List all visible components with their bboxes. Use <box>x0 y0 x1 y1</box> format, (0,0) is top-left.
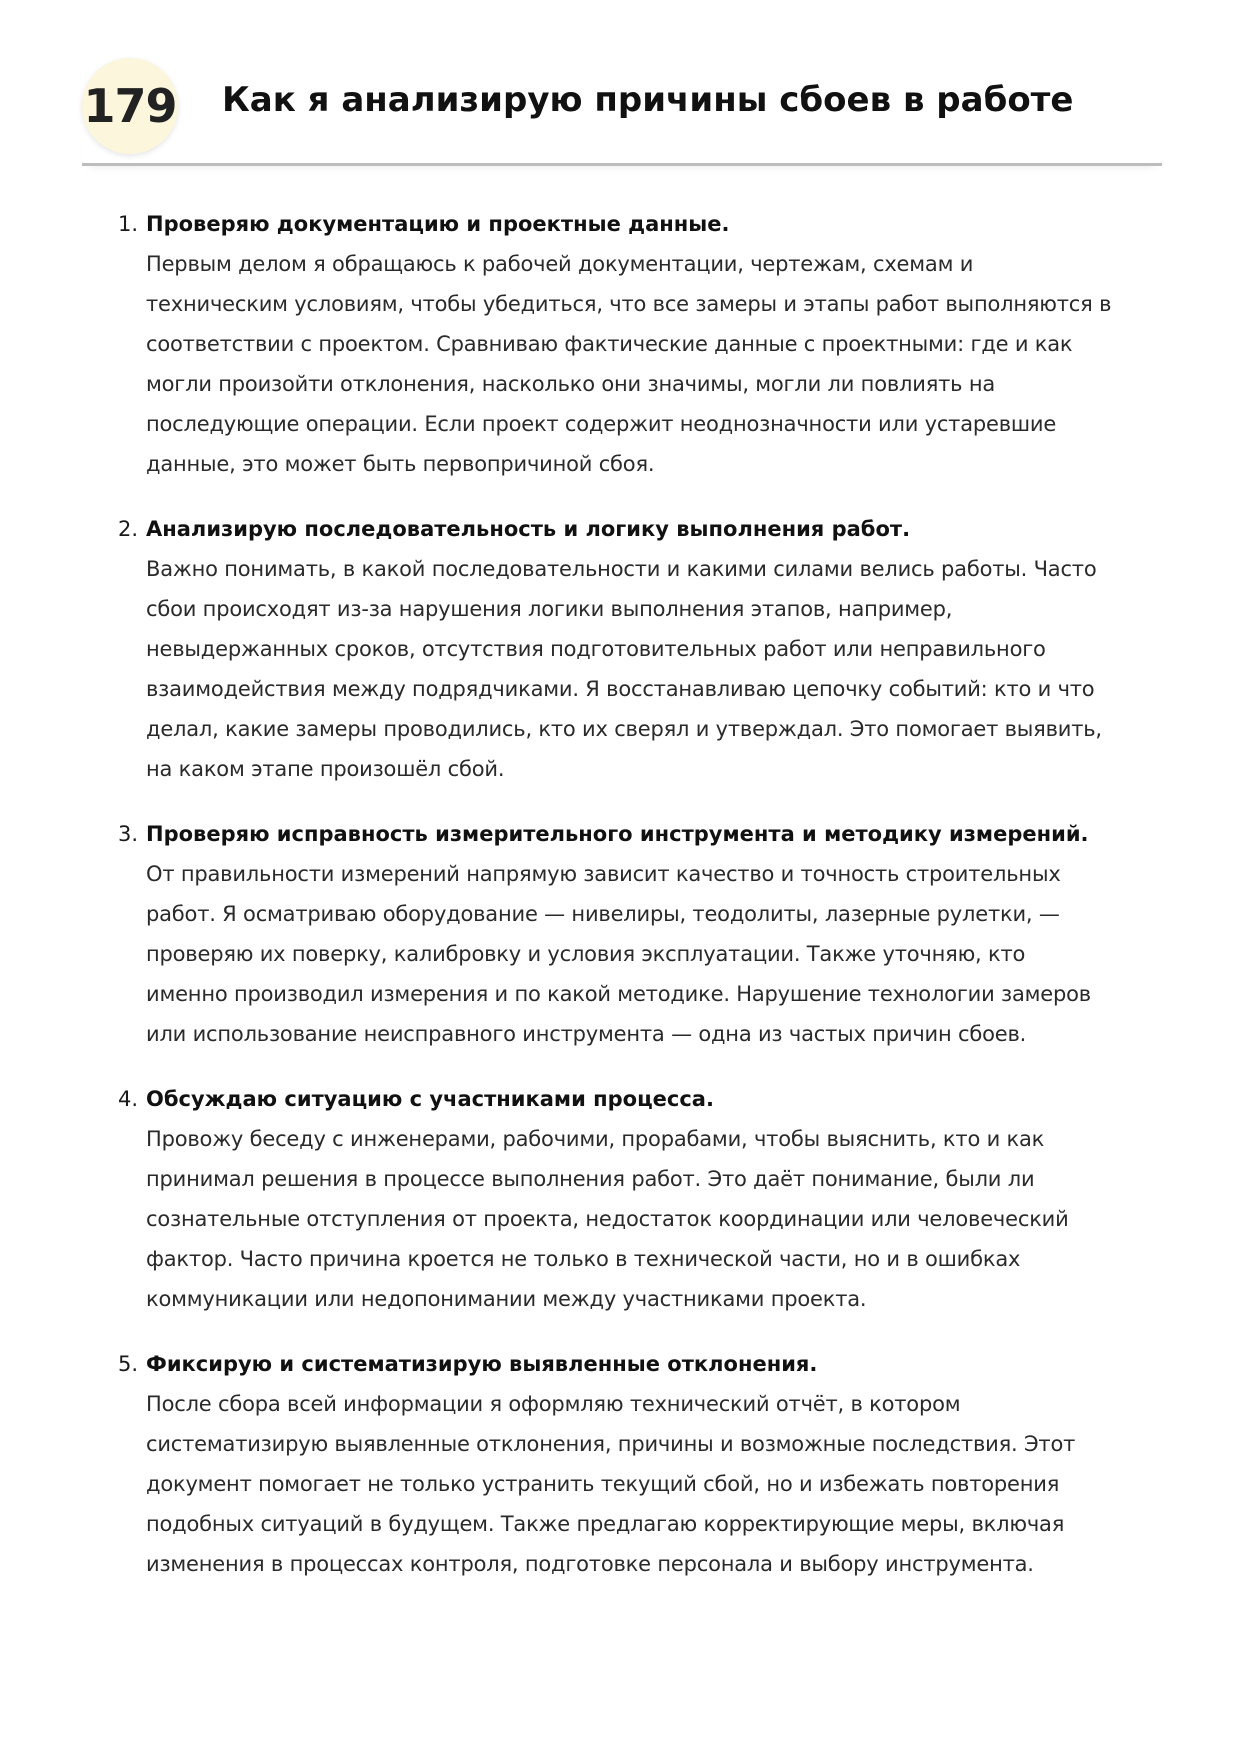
item-body <box>146 244 1170 484</box>
list-item <box>110 509 1170 789</box>
page-number-badge <box>82 58 178 154</box>
item-number: 2. <box>118 517 139 541</box>
body-line: могли произойти отклонения, насколько они значимы, могли ли повлиять на <box>146 372 996 396</box>
body-line: последующие операции. Если проект содержит неоднозначности или устаревшие <box>146 412 1057 436</box>
page-number: 179 <box>83 79 177 133</box>
item-heading: Проверяю исправность измерительного инструмента и методику измерений. <box>146 822 1089 846</box>
body-line: невыдержанных сроков, отсутствия подготовительных работ или неправильного <box>146 637 1046 661</box>
body-line: коммуникации или недопонимании между участниками проекта. <box>146 1287 867 1311</box>
body-line: Важно понимать, в какой последовательности и какими силами велись работы. Часто <box>146 557 1097 581</box>
body-line: работ. Я осматриваю оборудование — нивелиры, теодолиты, лазерные рулетки, — <box>146 902 1060 926</box>
item-body <box>146 549 1170 789</box>
body-line: сознательные отступления от проекта, недостаток координации или человеческий <box>146 1207 1069 1231</box>
body-line: документ помогает не только устранить текущий сбой, но и избежать повторения <box>146 1472 1060 1496</box>
list-item <box>110 814 1170 1054</box>
item-heading: Обсуждаю ситуацию с участниками процесса. <box>146 1087 714 1111</box>
item-body <box>146 854 1170 1054</box>
body-line: Провожу беседу с инженерами, рабочими, прорабами, чтобы выяснить, кто и как <box>146 1127 1045 1151</box>
item-heading: Фиксирую и систематизирую выявленные отклонения. <box>146 1352 818 1376</box>
item-body <box>146 1119 1170 1319</box>
body-line: подобных ситуаций в будущем. Также предлагаю корректирующие меры, включая <box>146 1512 1065 1536</box>
content-list <box>110 204 1170 1609</box>
body-line: систематизирую выявленные отклонения, причины и возможные последствия. Этот <box>146 1432 1076 1456</box>
body-line: изменения в процессах контроля, подготовке персонала и выбору инструмента. <box>146 1552 1034 1576</box>
page-title: Как я анализирую причины сбоев в работе <box>222 80 1074 120</box>
body-line: данные, это может быть первопричиной сбоя. <box>146 452 655 476</box>
item-number: 3. <box>118 822 139 846</box>
body-line: соответствии с проектом. Сравниваю фактические данные с проектными: где и как <box>146 332 1073 356</box>
body-line: принимал решения в процессе выполнения работ. Это даёт понимание, были ли <box>146 1167 1035 1191</box>
body-line: проверяю их поверку, калибровку и условия эксплуатации. Также уточняю, кто <box>146 942 1026 966</box>
page-header <box>82 58 1162 166</box>
body-line: От правильности измерений напрямую зависит качество и точность строительных <box>146 862 1061 886</box>
item-heading: Проверяю документацию и проектные данные. <box>146 212 730 236</box>
list-item <box>110 1079 1170 1319</box>
item-number: 5. <box>118 1352 139 1376</box>
item-number: 1. <box>118 212 139 236</box>
body-line: или использование неисправного инструмента — одна из частых причин сбоев. <box>146 1022 1027 1046</box>
item-body <box>146 1384 1170 1584</box>
body-line: взаимодействия между подрядчиками. Я восстанавливаю цепочку событий: кто и что <box>146 677 1095 701</box>
list-item <box>110 204 1170 484</box>
body-line: на каком этапе произошёл сбой. <box>146 757 505 781</box>
item-heading: Анализирую последовательность и логику выполнения работ. <box>146 517 911 541</box>
list-item <box>110 1344 1170 1584</box>
body-line: техническим условиям, чтобы убедиться, что все замеры и этапы работ выполняются в <box>146 292 1112 316</box>
body-line: После сбора всей информации я оформляю технический отчёт, в котором <box>146 1392 961 1416</box>
body-line: именно производил измерения и по какой методике. Нарушение технологии замеров <box>146 982 1091 1006</box>
body-line: делал, какие замеры проводились, кто их сверял и утверждал. Это помогает выявить, <box>146 717 1102 741</box>
body-line: сбои происходят из-за нарушения логики выполнения этапов, например, <box>146 597 953 621</box>
body-line: фактор. Часто причина кроется не только в технической части, но и в ошибках <box>146 1247 1021 1271</box>
body-line: Первым делом я обращаюсь к рабочей документации, чертежам, схемам и <box>146 252 974 276</box>
item-number: 4. <box>118 1087 139 1111</box>
